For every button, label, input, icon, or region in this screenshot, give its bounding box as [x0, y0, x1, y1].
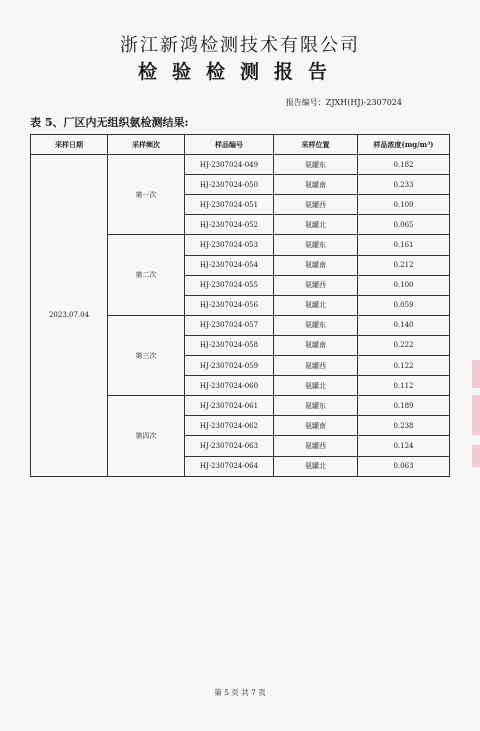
location-cell: 氨罐东 — [274, 396, 358, 416]
location-cell: 氨罐北 — [274, 456, 358, 476]
sample-id-cell: HJ-2307024-055 — [185, 275, 274, 295]
location-cell: 氨罐西 — [274, 275, 358, 295]
frequency-cell: 第一次 — [108, 155, 185, 235]
concentration-cell: 0.059 — [358, 295, 450, 315]
sample-id-cell: HJ-2307024-050 — [185, 175, 274, 195]
sample-id-cell: HJ-2307024-061 — [185, 396, 274, 416]
report-title: 检验检测报告 — [137, 61, 342, 83]
location-cell: 氨罐东 — [274, 155, 358, 175]
frequency-cell: 第二次 — [108, 235, 185, 315]
concentration-cell: 0.189 — [358, 396, 450, 416]
location-cell: 氨罐北 — [274, 295, 358, 315]
col-header-sample-id: 样品编号 — [185, 135, 274, 155]
concentration-cell: 0.233 — [358, 175, 450, 195]
location-cell: 氨罐东 — [274, 235, 358, 255]
sample-id-cell: HJ-2307024-060 — [185, 376, 274, 396]
sample-id-cell: HJ-2307024-053 — [185, 235, 274, 255]
sample-id-cell: HJ-2307024-059 — [185, 356, 274, 376]
concentration-cell: 0.112 — [358, 376, 450, 396]
location-cell: 氨罐西 — [274, 436, 358, 456]
table-caption: 表 5、厂区内无组织氨检测结果: — [30, 116, 189, 129]
concentration-cell: 0.212 — [358, 255, 450, 275]
concentration-cell: 0.222 — [358, 335, 450, 355]
seal-stamp-edge — [472, 360, 480, 388]
concentration-cell: 0.140 — [358, 315, 450, 335]
col-header-date: 采样日期 — [31, 135, 108, 155]
concentration-cell: 0.063 — [358, 456, 450, 476]
seal-stamp-edge — [472, 395, 480, 435]
location-cell: 氨罐北 — [274, 215, 358, 235]
location-cell: 氨罐南 — [274, 416, 358, 436]
concentration-cell: 0.238 — [358, 416, 450, 436]
col-header-concentration: 样品浓度(mg/m³) — [358, 135, 450, 155]
results-table — [30, 134, 450, 477]
concentration-cell: 0.122 — [358, 356, 450, 376]
location-cell: 氨罐西 — [274, 356, 358, 376]
frequency-cell: 第四次 — [108, 396, 185, 476]
page-footer: 第 5 页 共 7 页 — [214, 688, 266, 697]
col-header-location: 采样位置 — [274, 135, 358, 155]
location-cell: 氨罐东 — [274, 315, 358, 335]
sample-id-cell: HJ-2307024-058 — [185, 335, 274, 355]
sample-id-cell: HJ-2307024-052 — [185, 215, 274, 235]
sample-id-cell: HJ-2307024-051 — [185, 195, 274, 215]
location-cell: 氨罐南 — [274, 335, 358, 355]
sample-id-cell: HJ-2307024-054 — [185, 255, 274, 275]
concentration-cell: 0.161 — [358, 235, 450, 255]
company-name: 浙江新鸿检测技术有限公司 — [120, 35, 360, 56]
concentration-cell: 0.124 — [358, 436, 450, 456]
frequency-cell: 第三次 — [108, 315, 185, 395]
sample-id-cell: HJ-2307024-057 — [185, 315, 274, 335]
sample-id-cell: HJ-2307024-056 — [185, 295, 274, 315]
sample-id-cell: HJ-2307024-064 — [185, 456, 274, 476]
sample-id-cell: HJ-2307024-063 — [185, 436, 274, 456]
table-header-row — [31, 135, 450, 155]
seal-stamp-edge — [472, 445, 480, 467]
location-cell: 氨罐南 — [274, 175, 358, 195]
concentration-cell: 0.100 — [358, 275, 450, 295]
col-header-frequency: 采样频次 — [108, 135, 185, 155]
concentration-cell: 0.182 — [358, 155, 450, 175]
concentration-cell: 0.065 — [358, 215, 450, 235]
concentration-cell: 0.109 — [358, 195, 450, 215]
sample-id-cell: HJ-2307024-062 — [185, 416, 274, 436]
location-cell: 氨罐北 — [274, 376, 358, 396]
sample-id-cell: HJ-2307024-049 — [185, 155, 274, 175]
location-cell: 氨罐南 — [274, 255, 358, 275]
table-row — [31, 155, 450, 175]
sample-date-cell: 2023.07.04 — [31, 155, 108, 477]
location-cell: 氨罐西 — [274, 195, 358, 215]
report-number: 报告编号：ZJXH(HJ)-2307024 — [285, 98, 402, 107]
